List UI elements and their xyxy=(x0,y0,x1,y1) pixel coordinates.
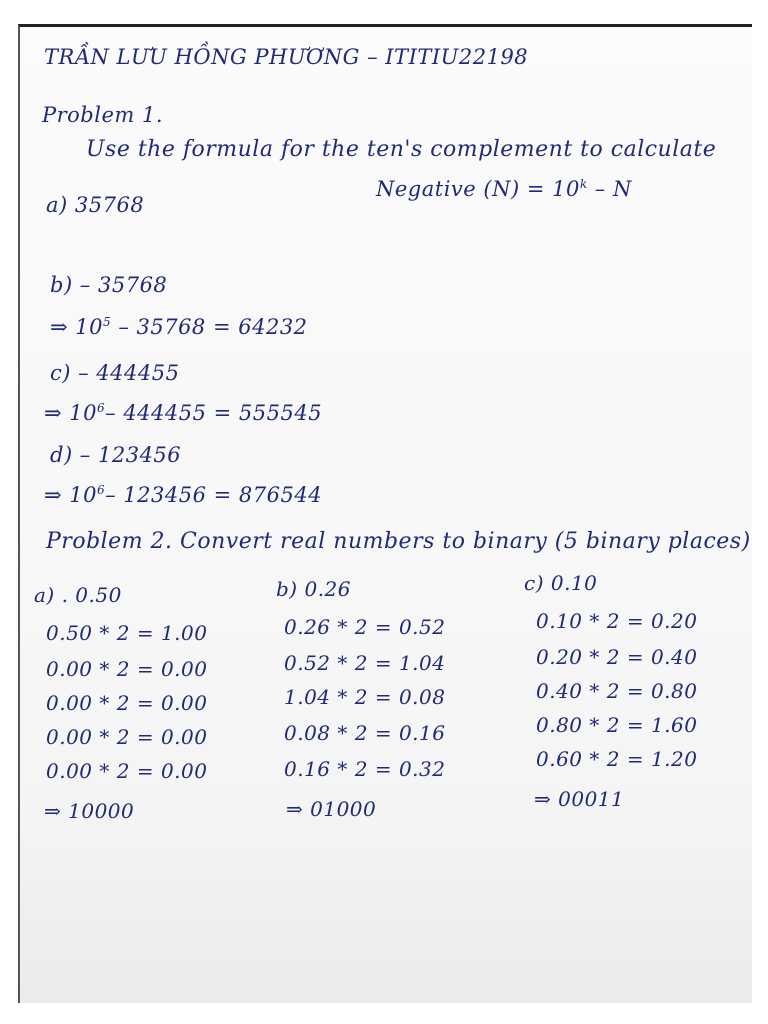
column-c-step: 0.40 * 2 = 0.80 xyxy=(536,679,698,703)
column-a-result: ⇒ 10000 xyxy=(44,799,135,823)
student-name-header: TRẦN LƯU HỒNG PHƯƠNG – ITITIU22198 xyxy=(44,45,529,69)
c-calc-prefix: ⇒ 10 xyxy=(44,401,97,425)
column-a-step: 0.00 * 2 = 0.00 xyxy=(46,657,208,681)
problem1-instruction: Use the formula for the ten's complement to calculate xyxy=(86,137,717,162)
column-b-step: 1.04 * 2 = 0.08 xyxy=(284,685,446,709)
d-calc-exponent: 6 xyxy=(97,483,106,497)
column-b-label: b) 0.26 xyxy=(276,577,351,601)
column-a-step: 0.50 * 2 = 1.00 xyxy=(46,621,208,645)
problem1-d-label: d) – 123456 xyxy=(50,443,182,467)
column-a-step: 0.00 * 2 = 0.00 xyxy=(46,759,208,783)
problem1-b-label: b) – 35768 xyxy=(50,273,168,297)
column-a-step: 0.00 * 2 = 0.00 xyxy=(46,691,208,715)
column-b-step: 0.16 * 2 = 0.32 xyxy=(284,757,446,781)
column-c-label: c) 0.10 xyxy=(524,571,598,595)
column-a-step: 0.00 * 2 = 0.00 xyxy=(46,725,208,749)
b-calc-exponent: 5 xyxy=(103,315,112,329)
b-calc-rest: – 35768 = 64232 xyxy=(111,315,308,339)
d-calc-rest: – 123456 = 876544 xyxy=(105,483,323,507)
problem1-d-calculation xyxy=(44,483,322,507)
problem2-title: Problem 2. Convert real numbers to binary (5 binary places) xyxy=(46,529,751,554)
column-c-step: 0.60 * 2 = 1.20 xyxy=(536,747,698,771)
column-b-step: 0.26 * 2 = 0.52 xyxy=(284,615,446,639)
notebook-page xyxy=(18,24,752,1003)
c-calc-rest: – 444455 = 555545 xyxy=(105,401,323,425)
column-c-step: 0.80 * 2 = 1.60 xyxy=(536,713,698,737)
column-c-step: 0.10 * 2 = 0.20 xyxy=(536,609,698,633)
problem1-c-calculation xyxy=(44,401,322,425)
d-calc-prefix: ⇒ 10 xyxy=(44,483,97,507)
column-b-result: ⇒ 01000 xyxy=(286,797,377,821)
column-b-step: 0.08 * 2 = 0.16 xyxy=(284,721,446,745)
problem1-b-calculation xyxy=(50,315,308,339)
column-a-label: a) . 0.50 xyxy=(34,583,122,607)
formula-rhs: – N xyxy=(587,177,632,201)
column-b-step: 0.52 * 2 = 1.04 xyxy=(284,651,446,675)
problem1-title: Problem 1. xyxy=(42,103,164,127)
problem1-c-label: c) – 444455 xyxy=(50,361,180,385)
formula-lhs: Negative (N) = 10 xyxy=(376,177,580,201)
c-calc-exponent: 6 xyxy=(97,401,106,415)
column-c-step: 0.20 * 2 = 0.40 xyxy=(536,645,698,669)
b-calc-prefix: ⇒ 10 xyxy=(50,315,103,339)
problem1-a-label: a) 35768 xyxy=(46,193,145,217)
column-c-result: ⇒ 00011 xyxy=(534,787,625,811)
formula-exponent: k xyxy=(579,177,588,191)
tens-complement-formula xyxy=(376,177,632,201)
